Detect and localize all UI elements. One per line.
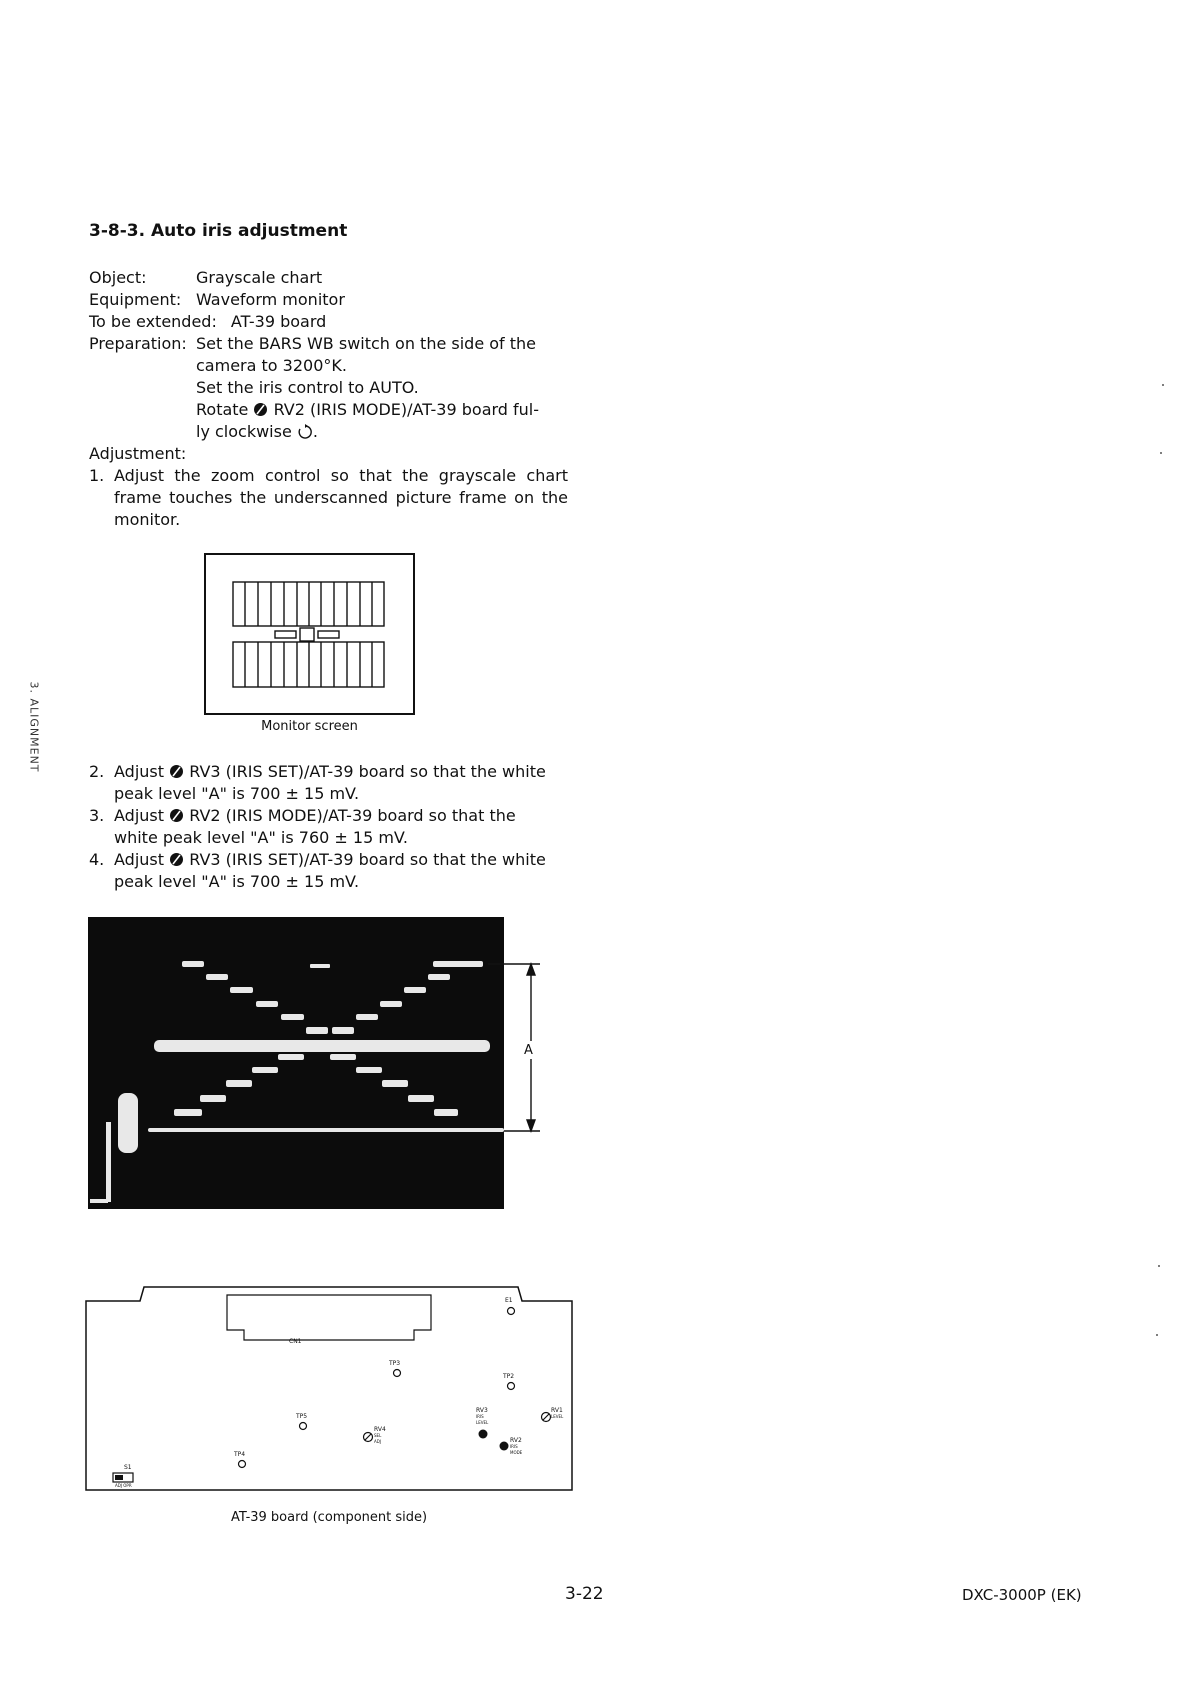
step3-line2: white peak level "A" is 760 ± 15 mV. [114,828,408,847]
tp4-label: TP4 [234,1451,246,1458]
step1-line3: monitor. [114,510,181,529]
step3-number: 3. [89,806,105,825]
preparation-line [89,333,536,355]
prep-line3: Set the iris control to AUTO. [196,378,419,397]
prep-line5: ly clockwise [196,422,292,441]
extended-value: AT-39 board [230,312,327,331]
equipment-label: Equipment: [89,290,182,309]
scan-speck [1162,384,1164,386]
step1-number: 1. [89,466,105,485]
prep-line4 [196,399,539,421]
adjust-screw-icon [169,764,184,779]
waveform-marker-a: A [524,1043,533,1058]
scan-speck [1158,1265,1160,1267]
scan-speck [1156,1334,1158,1336]
prep-line4b: RV2 (IRIS MODE)/AT-39 board ful- [273,400,540,419]
prep-line1: Set the BARS WB switch on the side of the [196,334,537,353]
step1-line2: frame touches the underscanned picture frame on the [114,488,568,507]
step4-number: 4. [89,850,105,869]
step4-line2: peak level "A" is 700 ± 15 mV. [114,872,360,891]
rv4-sub: SEL ADJ [374,1433,382,1444]
monitor-screen-figure [204,553,415,715]
section-title: 3-8-3. Auto iris adjustment [89,221,348,241]
page-number: 3-22 [565,1584,604,1604]
step4-a: Adjust [114,850,170,869]
extended-label: To be extended: [89,312,217,331]
rv4-label [374,1427,388,1445]
cn1-label: CN1 [289,1338,302,1345]
prep-line5-end: . [312,422,318,441]
step2-a: Adjust [114,762,170,781]
object-label: Object: [89,268,147,287]
rv3-sub: IRIS LEVEL [476,1414,489,1425]
step4-line1 [114,849,546,871]
step3-b: RV2 (IRIS MODE)/AT-39 board so that the [189,806,516,825]
rv1-name: RV1 [551,1407,563,1414]
monitor-caption: Monitor screen [261,719,358,734]
rv3-trimmer [479,1430,488,1439]
scan-speck [1160,452,1162,454]
rv1-label [551,1408,563,1420]
side-tab [24,680,44,870]
e1-label: E1 [505,1297,513,1304]
step4-b: RV3 (IRIS SET)/AT-39 board so that the white [189,850,546,869]
prep-line4a: Rotate [196,400,254,419]
rv2-trimmer [500,1442,509,1451]
tp5-label: TP5 [296,1413,308,1420]
step2-line1 [114,761,546,783]
adjustment-label: Adjustment: [89,444,187,463]
step3-line1 [114,805,516,827]
waveform-photo [88,917,548,1211]
rv2-label [510,1438,524,1456]
step1-text [114,465,568,531]
object-line [89,267,322,289]
adjust-screw-icon [253,402,268,417]
tp2-label: TP2 [503,1373,515,1380]
tp3-label: TP3 [389,1360,401,1367]
step3-a: Adjust [114,806,170,825]
rv3-label [476,1408,492,1426]
equipment-line [89,289,345,311]
preparation-label: Preparation: [89,334,187,353]
clockwise-arrow-icon [297,424,313,440]
step1-line1: Adjust the zoom control so that the grayscale chart [114,466,568,485]
rv4-name: RV4 [374,1426,386,1433]
at39-board-diagram [84,1283,574,1493]
s1-label: S1 [124,1464,132,1471]
adjust-screw-icon [169,852,184,867]
prep-line2: camera to 3200°K. [196,356,347,375]
equipment-value: Waveform monitor [196,290,345,309]
extended-line [89,311,326,333]
adjust-screw-icon [169,808,184,823]
s1-sub-label: ADJ OPR [115,1483,132,1488]
rv2-name: RV2 [510,1437,522,1444]
object-value: Grayscale chart [196,268,323,287]
step2-line2: peak level "A" is 700 ± 15 mV. [114,784,360,803]
side-tab-label: 3. ALIGNMENT [27,681,41,773]
rv1-sub: LEVEL [551,1414,564,1419]
model-number: DXC-3000P (EK) [962,1586,1082,1604]
rv2-sub: IRIS MODE [510,1444,523,1455]
prep-line5-wrap [196,421,318,443]
board-caption: AT-39 board (component side) [230,1510,428,1525]
rv3-name: RV3 [476,1407,488,1414]
step2-b: RV3 (IRIS SET)/AT-39 board so that the white [189,762,546,781]
step2-number: 2. [89,762,105,781]
